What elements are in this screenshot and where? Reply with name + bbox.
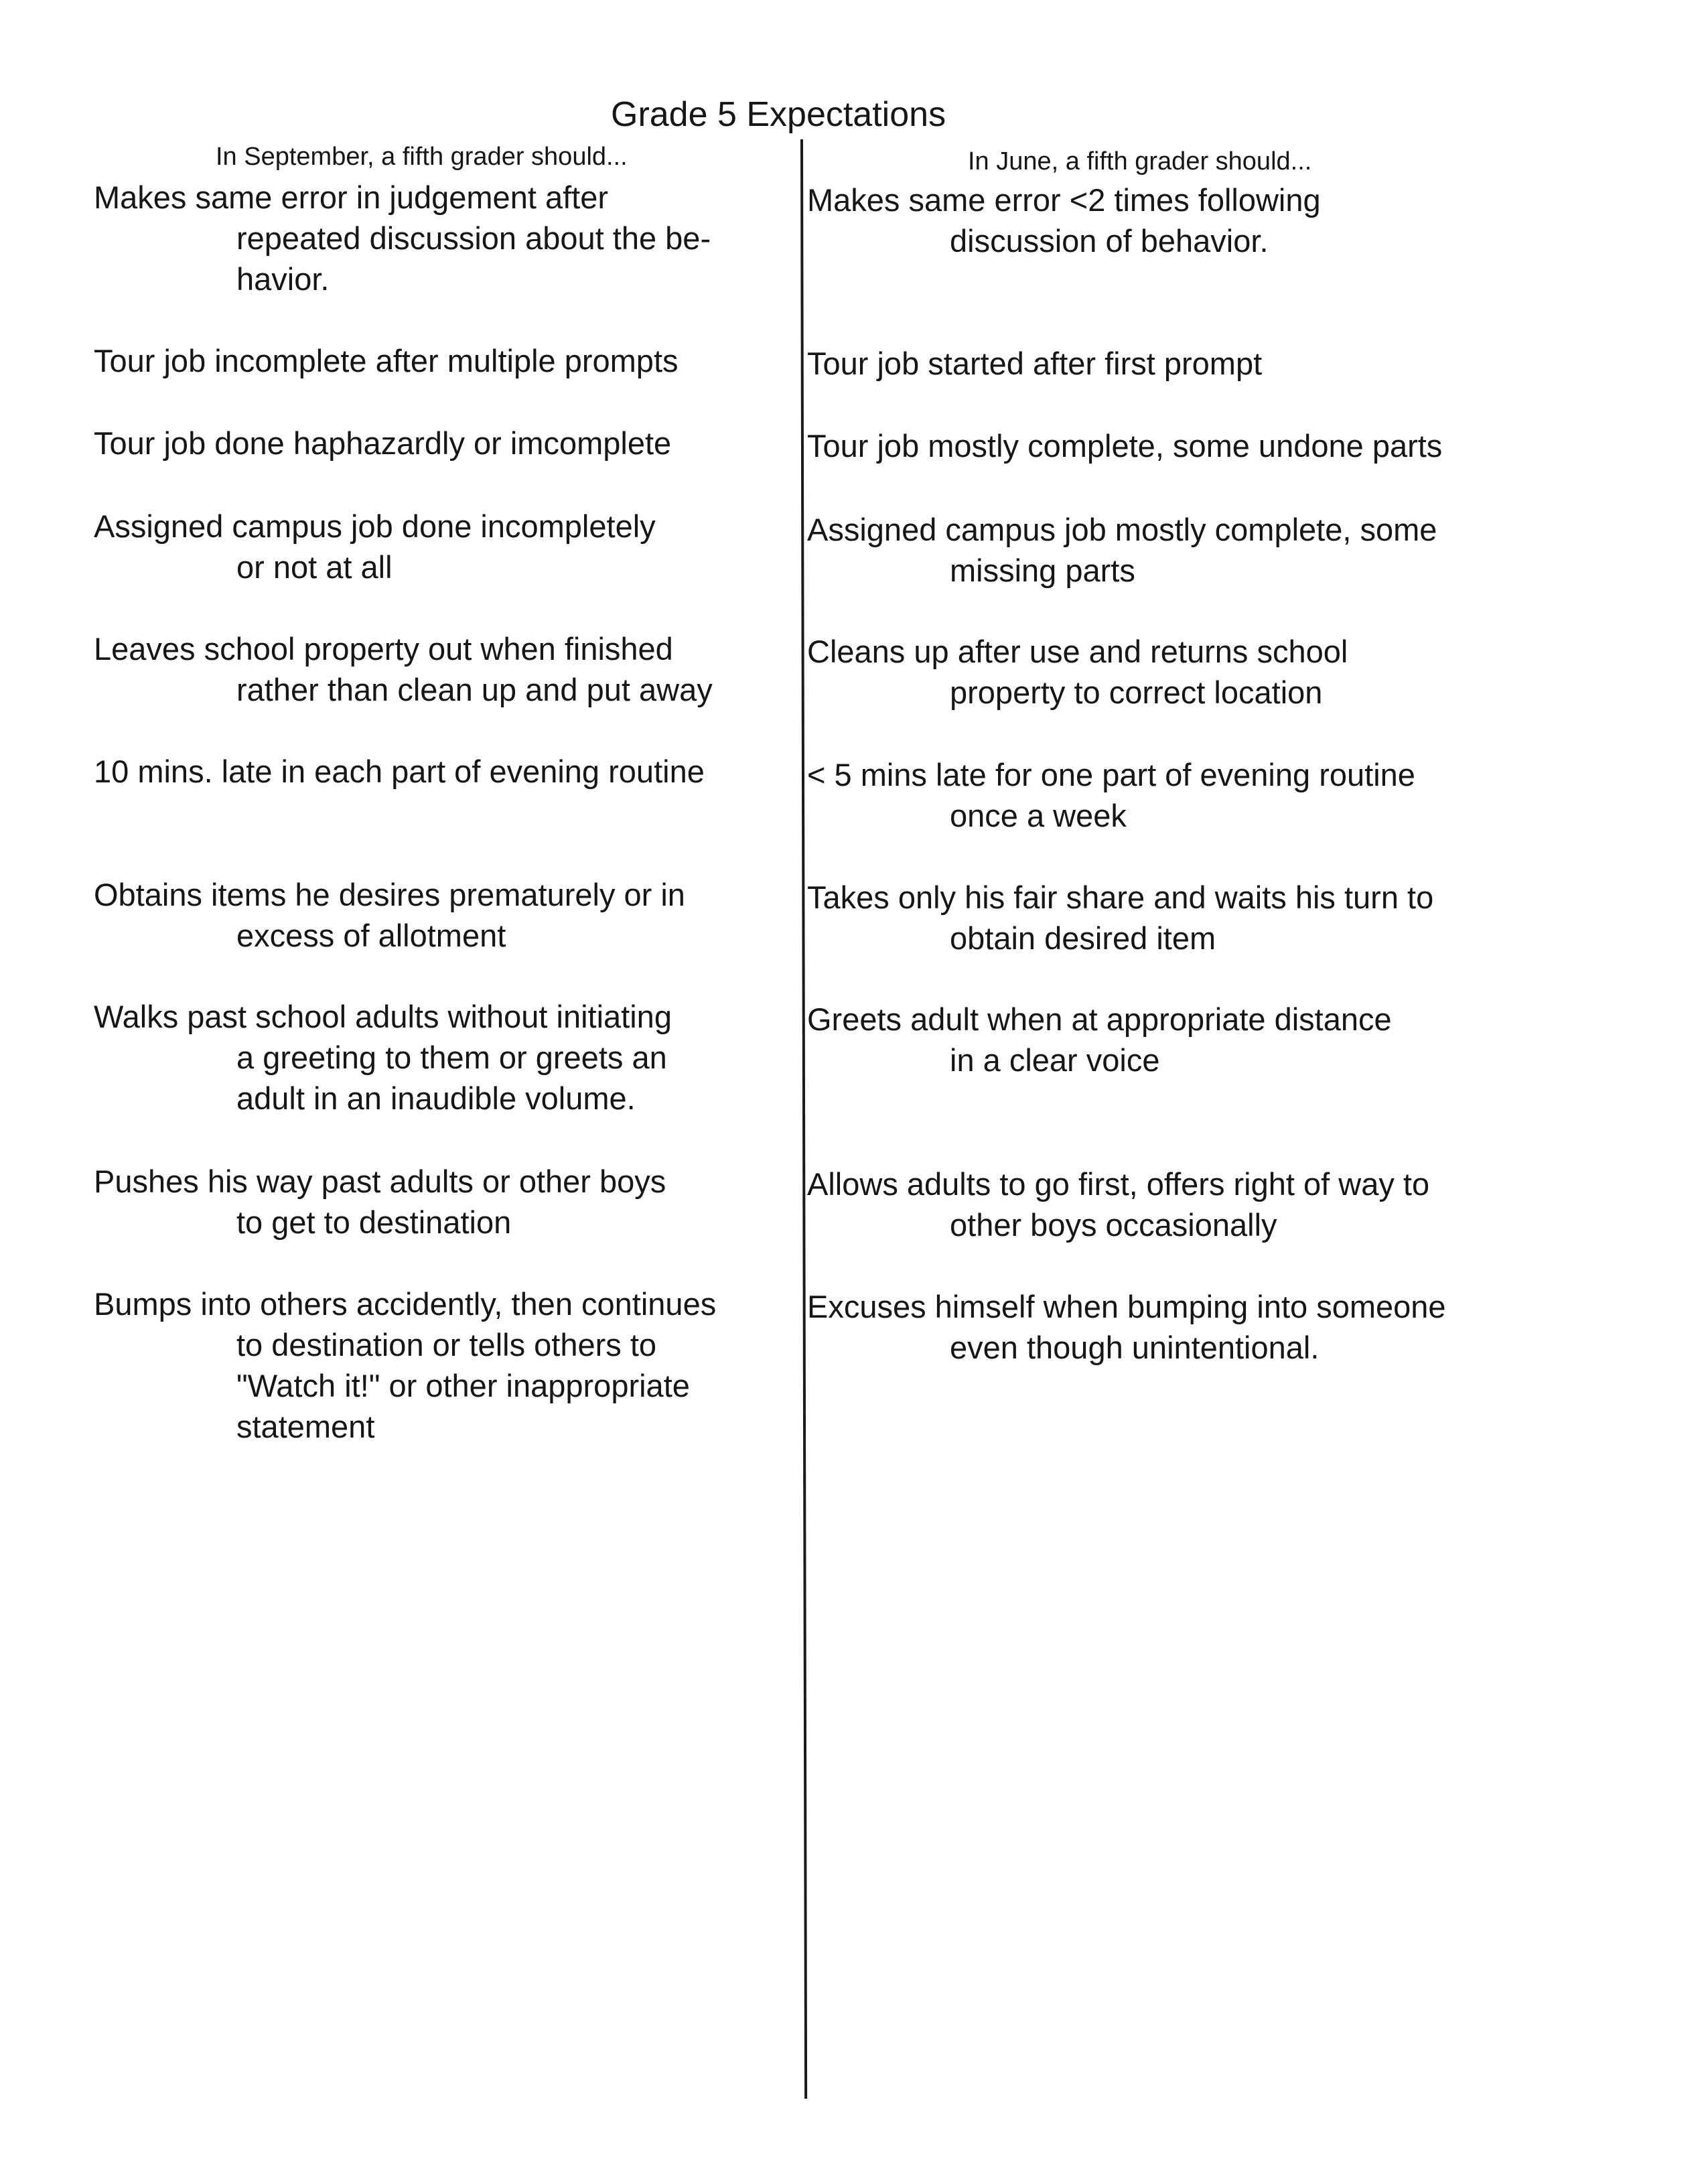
item-line: Tour job mostly complete, some undone parts xyxy=(807,428,1443,464)
item-line: Makes same error <2 times following xyxy=(807,182,1321,218)
june-item xyxy=(807,425,1442,466)
item-line: repeated discussion about the be- xyxy=(236,220,711,256)
item-line: Takes only his fair share and waits his turn to xyxy=(807,880,1434,915)
item-line: Excuses himself when bumping into someone xyxy=(807,1289,1446,1324)
item-line: obtain desired item xyxy=(950,920,1216,956)
item-line: Tour job started after first prompt xyxy=(807,346,1263,381)
item-line: adult in an inaudible volume. xyxy=(236,1080,636,1116)
item-line: Allows adults to go first, offers right of way to xyxy=(807,1166,1430,1202)
september-item xyxy=(94,628,713,710)
item-line: property to correct location xyxy=(950,675,1323,710)
item-line: once a week xyxy=(950,798,1127,833)
item-line: to get to destination xyxy=(236,1204,512,1240)
june-item xyxy=(807,1286,1446,1368)
item-line: Assigned campus job done incompletely xyxy=(94,508,656,544)
item-line: Cleans up after use and returns school xyxy=(807,634,1348,669)
item-line: Bumps into others accidently, then continues xyxy=(94,1286,717,1322)
item-line: "Watch it!" or other inappropriate xyxy=(236,1368,690,1403)
item-line: Tour job incomplete after multiple prompts xyxy=(94,343,679,378)
item-line: Makes same error in judgement after xyxy=(94,180,608,215)
item-line: or not at all xyxy=(236,549,393,585)
item-line: missing parts xyxy=(950,553,1135,588)
september-item xyxy=(94,177,711,299)
item-line: Walks past school adults without initiating xyxy=(94,999,672,1034)
september-item xyxy=(94,751,705,792)
item-line: rather than clean up and put away xyxy=(236,672,713,707)
item-line: other boys occasionally xyxy=(950,1207,1277,1243)
item-line: Leaves school property out when finished xyxy=(94,631,673,667)
september-item xyxy=(94,874,685,956)
item-line: Pushes his way past adults or other boys xyxy=(94,1164,666,1199)
september-column-heading: In September, a fifth grader should... xyxy=(216,143,628,171)
september-item xyxy=(94,996,672,1119)
item-line: discussion of behavior. xyxy=(950,223,1269,259)
item-line: Obtains items he desires prematurely or in xyxy=(94,877,685,912)
september-item xyxy=(94,423,671,464)
item-line: a greeting to them or greets an xyxy=(236,1040,667,1075)
june-item xyxy=(807,999,1392,1080)
item-line: in a clear voice xyxy=(950,1042,1160,1078)
column-divider xyxy=(800,139,807,2099)
june-item xyxy=(807,509,1437,591)
june-item xyxy=(807,343,1262,384)
item-line: even though unintentional. xyxy=(950,1330,1320,1365)
item-line: Assigned campus job mostly complete, some xyxy=(807,512,1437,547)
item-line: statement xyxy=(236,1409,375,1444)
item-line: Greets adult when at appropriate distance xyxy=(807,1001,1392,1037)
item-line: havior. xyxy=(236,261,330,297)
june-item xyxy=(807,180,1321,261)
june-item xyxy=(807,1164,1429,1245)
item-line: 10 mins. late in each part of evening routine xyxy=(94,754,705,789)
september-item xyxy=(94,1161,666,1243)
september-item xyxy=(94,506,656,587)
june-item xyxy=(807,754,1415,836)
item-line: Tour job done haphazardly or imcomplete xyxy=(94,425,672,461)
item-line: < 5 mins late for one part of evening routine xyxy=(807,757,1415,792)
page-title: Grade 5 Expectations xyxy=(611,95,946,134)
item-line: excess of allotment xyxy=(236,918,506,953)
september-item xyxy=(94,1283,716,1447)
june-item xyxy=(807,631,1348,713)
june-column-heading: In June, a fifth grader should... xyxy=(968,147,1312,176)
june-item xyxy=(807,877,1433,959)
item-line: to destination or tells others to xyxy=(236,1327,657,1363)
september-item xyxy=(94,340,679,381)
